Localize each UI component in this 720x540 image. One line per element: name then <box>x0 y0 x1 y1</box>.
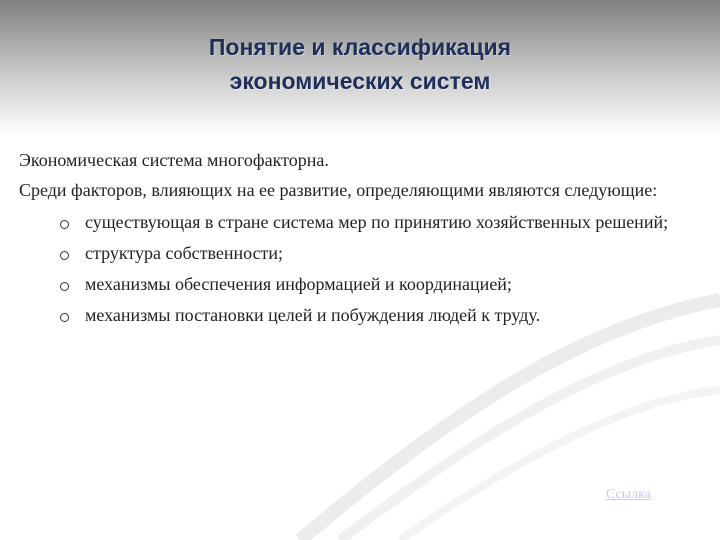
circle-bullet-icon <box>60 282 69 291</box>
list-item-text: механизмы постановки целей и побуждения людей к труду. <box>85 305 541 325</box>
title-line-2: экономических систем <box>229 68 491 94</box>
circle-bullet-icon <box>60 220 69 229</box>
slide-body <box>19 146 699 334</box>
reference-link[interactable]: Ссылка <box>606 487 651 502</box>
list-item <box>19 303 699 328</box>
circle-bullet-icon <box>60 313 69 322</box>
title-line-1: Понятие и классификация <box>208 34 512 60</box>
factors-paragraph: Среди факторов, влияющих на ее развитие, определяющими являются следующие: <box>19 180 658 200</box>
intro-paragraph: Экономическая система многофакторна. <box>19 150 329 170</box>
list-item <box>19 241 699 266</box>
list-item-text: механизмы обеспечения информацией и координацией; <box>85 274 512 294</box>
list-item-text: структура собственности; <box>85 243 284 263</box>
slide-title <box>0 30 720 98</box>
factors-list <box>19 210 699 328</box>
list-item <box>19 210 699 235</box>
list-item <box>19 272 699 297</box>
list-item-text: существующая в стране система мер по принятию хозяйственных решений; <box>85 212 669 232</box>
circle-bullet-icon <box>60 251 69 260</box>
